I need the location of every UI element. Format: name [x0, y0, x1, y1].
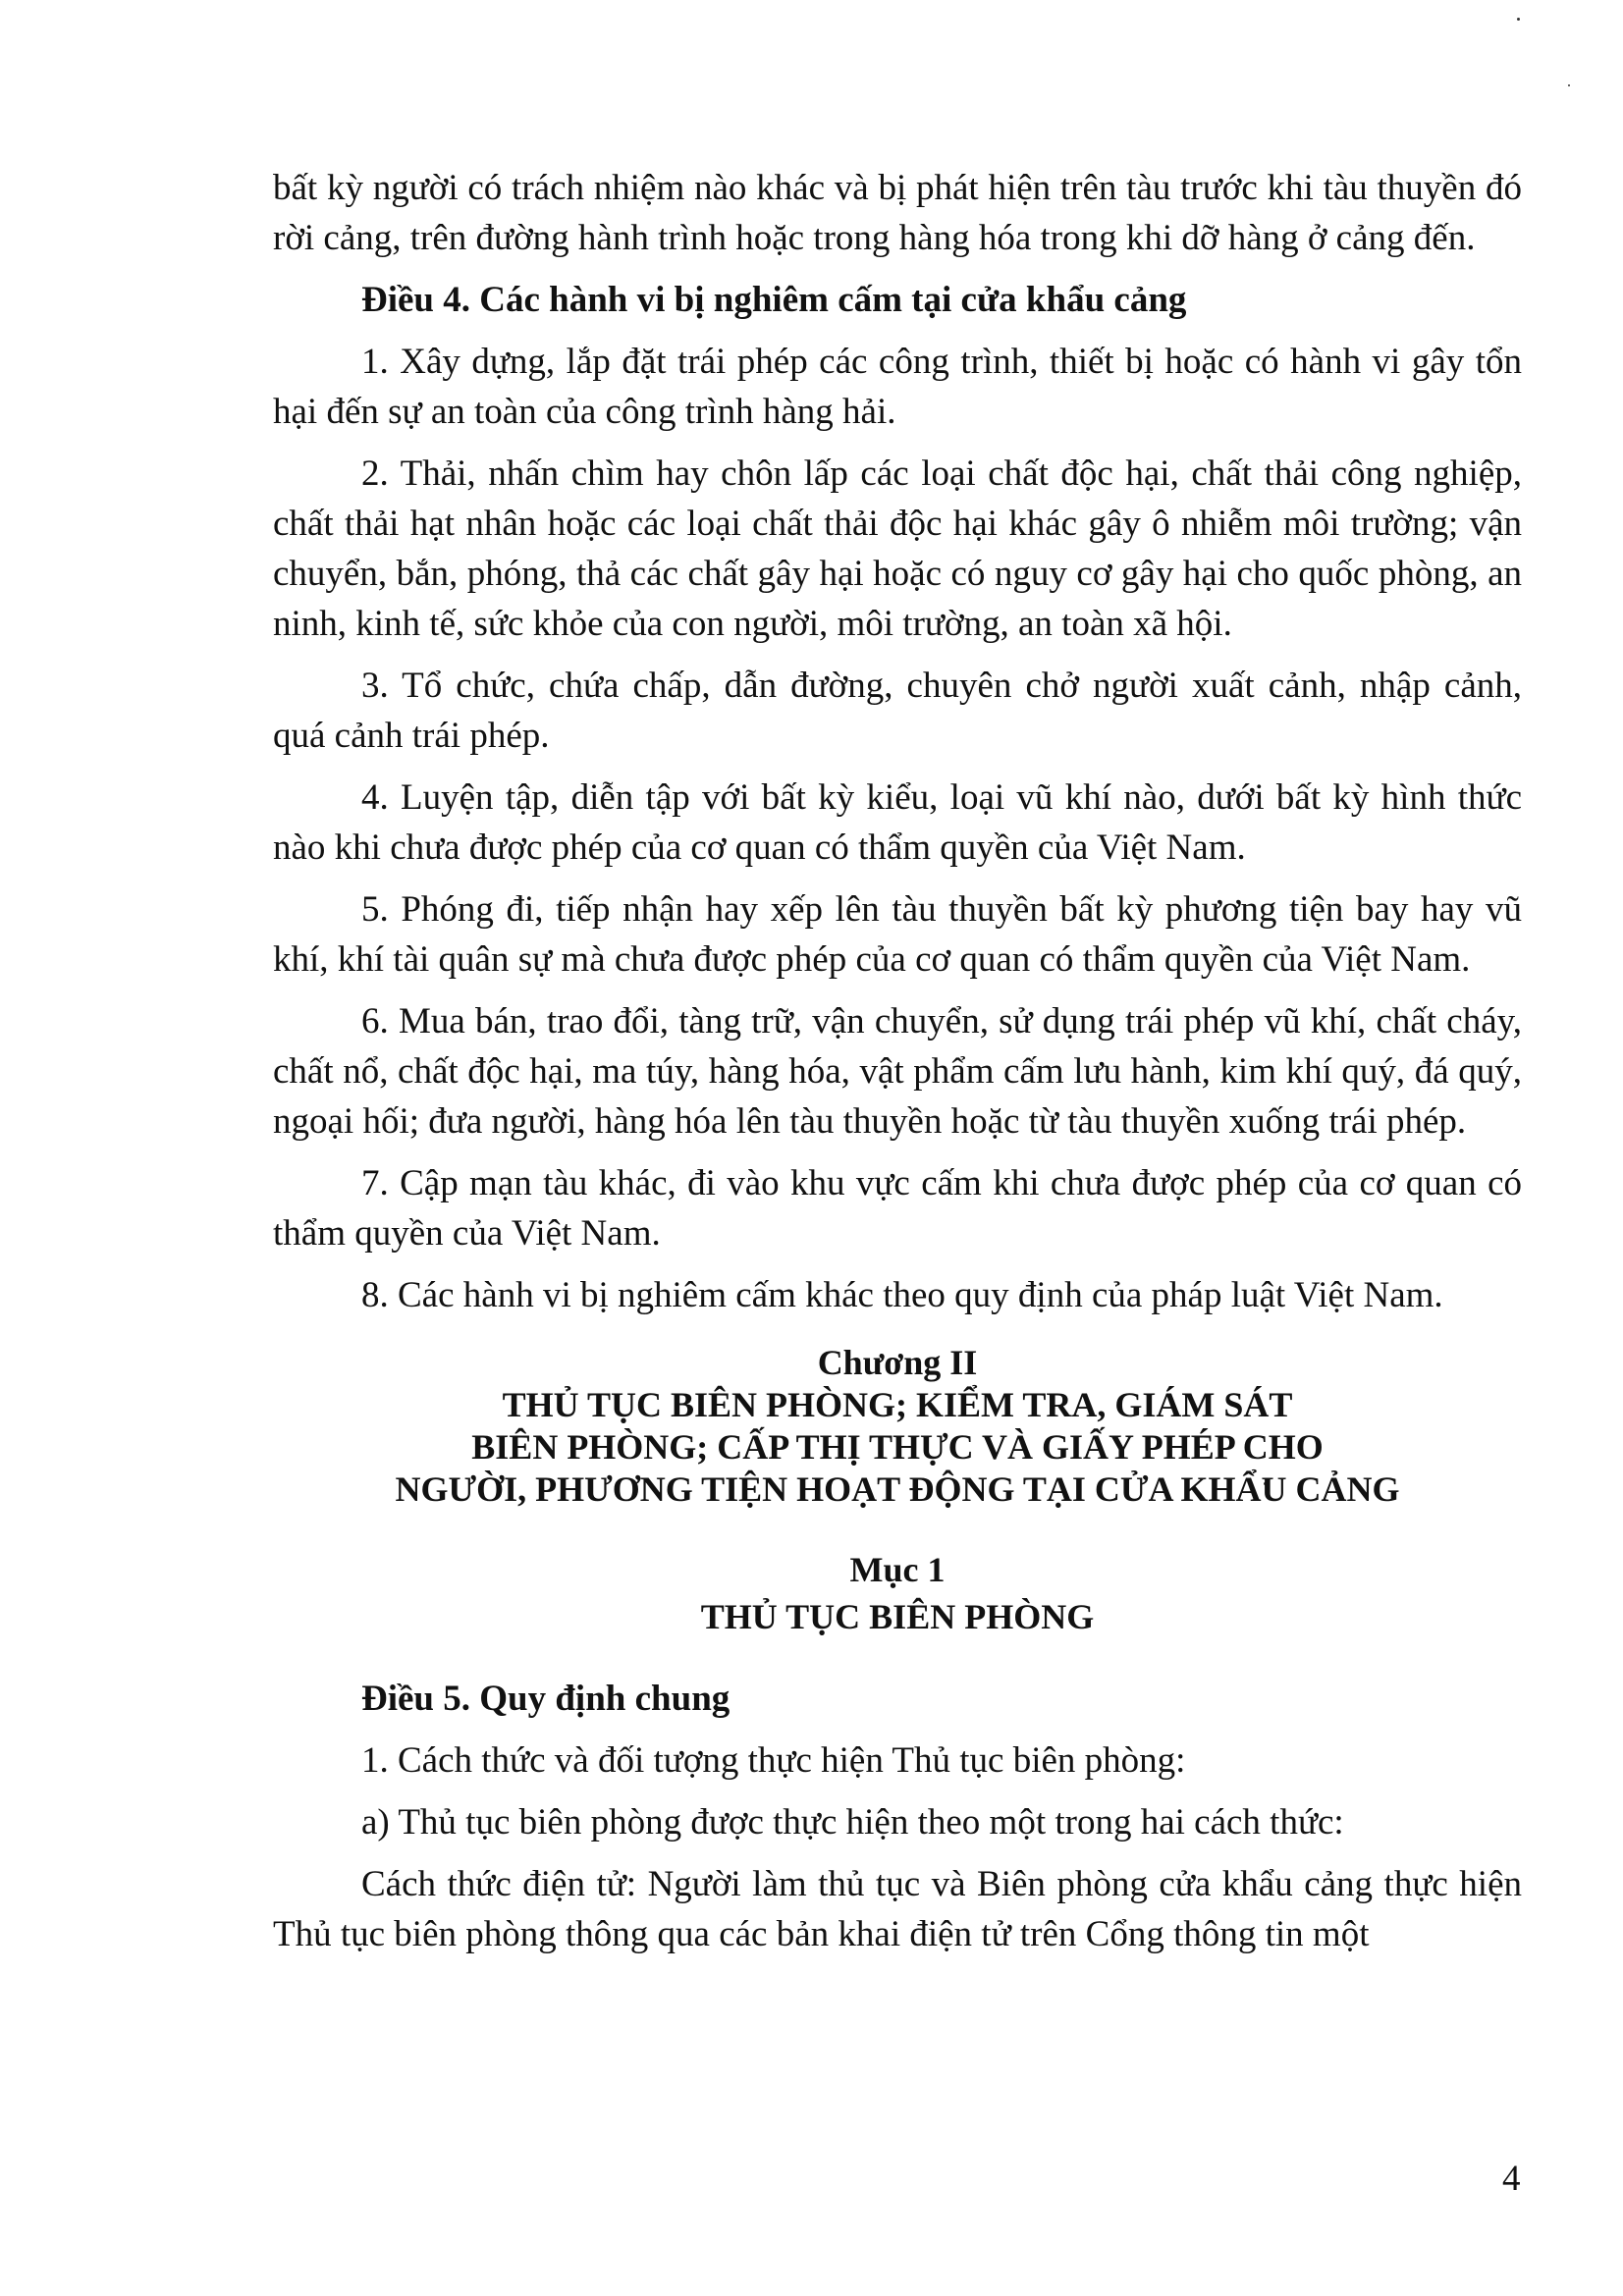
chapter-heading [273, 1342, 1522, 1511]
article-4-item-3: 3. Tổ chức, chứa chấp, dẫn đường, chuyên chở người xuất cảnh, nhập cảnh, quá cảnh trái phép. [273, 666, 1522, 756]
article-4-item-5: 5. Phóng đi, tiếp nhận hay xếp lên tàu thuyền bất kỳ phương tiện bay hay vũ khí, khí tài quân sự mà chưa được phép của cơ quan có thẩm quyền của Việt Nam. [273, 889, 1522, 980]
page-number: 4 [1502, 2159, 1521, 2199]
article-4-item-6: 6. Mua bán, trao đổi, tàng trữ, vận chuyển, sử dụng trái phép vũ khí, chất cháy, chất nổ, chất độc hại, ma túy, hàng hóa, vật phẩm cấm lưu hành, kim khí quý, đá quý, ngoại hối; đưa người, hàng hóa lên tàu thuyền hoặc từ tàu thuyền xuống trái phép. [273, 1001, 1522, 1142]
article-5-item-a: a) Thủ tục biên phòng được thực hiện theo một trong hai cách thức: [361, 1802, 1344, 1842]
article-4-item-8: 8. Các hành vi bị nghiêm cấm khác theo quy định của pháp luật Việt Nam. [361, 1275, 1443, 1315]
section-title: THỦ TỤC BIÊN PHÒNG [700, 1597, 1095, 1636]
chapter-title-line: BIÊN PHÒNG; CẤP THỊ THỰC VÀ GIẤY PHÉP CHO [471, 1427, 1324, 1467]
article-5-item-1: 1. Cách thức và đối tượng thực hiện Thủ tục biên phòng: [361, 1740, 1186, 1781]
section-heading [273, 1546, 1522, 1640]
article-4-heading: Điều 4. Các hành vi bị nghiêm cấm tại cửa khẩu cảng [361, 280, 1187, 320]
article-5-heading: Điều 5. Quy định chung [361, 1679, 730, 1719]
chapter-title-line: NGƯỜI, PHƯƠNG TIỆN HOẠT ĐỘNG TẠI CỬA KHẨU CẢNG [395, 1469, 1400, 1509]
article-4-item-4: 4. Luyện tập, diễn tập với bất kỳ kiểu, loại vũ khí nào, dưới bất kỳ hình thức nào khi chưa được phép của cơ quan có thẩm quyền của Việt Nam. [273, 777, 1522, 868]
chapter-label: Chương II [817, 1343, 978, 1382]
scan-speck [1568, 84, 1570, 86]
article-5-electronic-method: Cách thức điện tử: Người làm thủ tục và Biên phòng cửa khẩu cảng thực hiện Thủ tục biên phòng thông qua các bản khai điện tử trên Cổng thông tin một [273, 1864, 1522, 1954]
paragraph-continuation: bất kỳ người có trách nhiệm nào khác và bị phát hiện trên tàu trước khi tàu thuyền đó rời cảng, trên đường hành trình hoặc trong hàng hóa trong khi dỡ hàng ở cảng đến. [273, 168, 1522, 258]
chapter-title-line: THỦ TỤC BIÊN PHÒNG; KIỂM TRA, GIÁM SÁT [502, 1385, 1293, 1424]
document-body [273, 163, 1522, 1971]
article-4-item-7: 7. Cập mạn tàu khác, đi vào khu vực cấm khi chưa được phép của cơ quan có thẩm quyền của Việt Nam. [273, 1163, 1522, 1254]
scan-speck [1517, 18, 1520, 21]
article-4-item-1: 1. Xây dựng, lắp đặt trái phép các công trình, thiết bị hoặc có hành vi gây tổn hại đến sự an toàn của công trình hàng hải. [273, 342, 1522, 432]
section-label: Mục 1 [849, 1550, 946, 1589]
article-4-item-2: 2. Thải, nhấn chìm hay chôn lấp các loại chất độc hại, chất thải công nghiệp, chất thải hạt nhân hoặc các loại chất thải độc hại khác gây ô nhiễm môi trường; vận chuyển, bắn, phóng, thả các chất gây hại hoặc có nguy cơ gây hại cho quốc phòng, an ninh, kinh tế, sức khỏe của con người, môi trường, an toàn xã hội. [273, 454, 1522, 644]
